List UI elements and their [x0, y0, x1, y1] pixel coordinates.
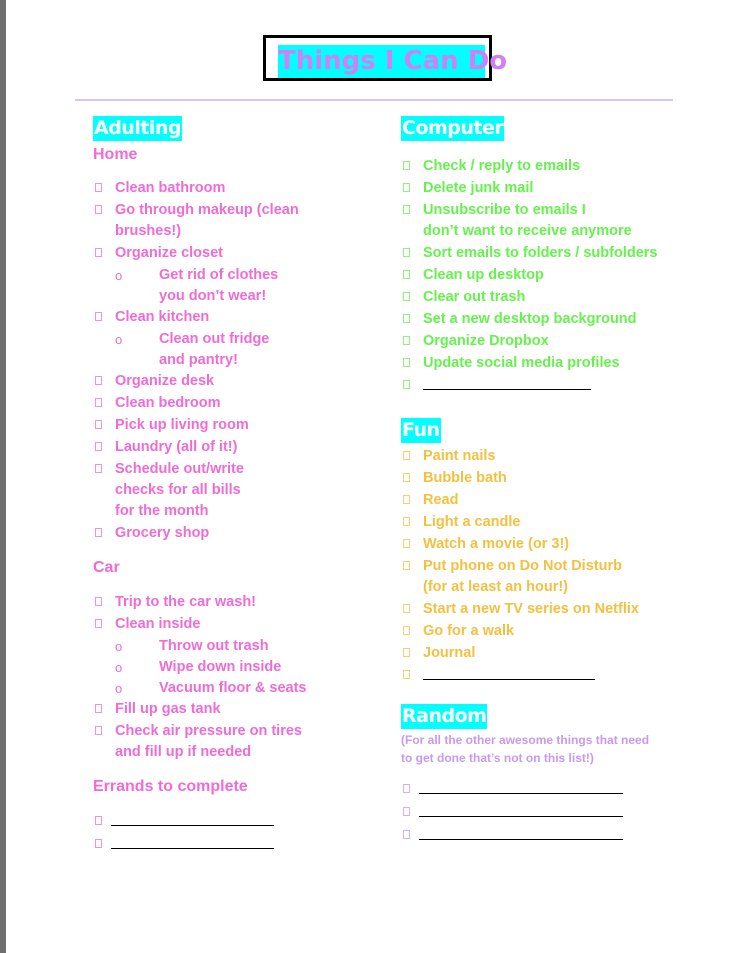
list-item[interactable]: Light a candle [401, 512, 741, 533]
checkbox-icon[interactable] [95, 464, 102, 473]
sub-list-item: o Throw out trash [115, 636, 393, 657]
checkbox-icon[interactable] [95, 376, 102, 385]
checkbox-icon[interactable] [403, 807, 410, 816]
checkbox-icon[interactable] [403, 380, 410, 389]
checkbox-icon[interactable] [95, 442, 102, 451]
list-item[interactable]: Clear out trash [401, 287, 741, 308]
blank-item[interactable] [401, 802, 741, 824]
checkbox-icon[interactable] [403, 205, 410, 214]
list-item[interactable]: Clean bedroom [93, 393, 393, 414]
blank-line[interactable] [419, 779, 623, 794]
checkbox-icon[interactable] [403, 495, 410, 504]
blank-line[interactable] [423, 665, 595, 680]
list-item[interactable]: Read [401, 490, 741, 511]
blank-item[interactable] [401, 375, 741, 397]
divider [75, 99, 673, 101]
list-item[interactable]: Watch a movie (or 3!) [401, 534, 741, 555]
checkbox-icon[interactable] [95, 597, 102, 606]
checkbox-icon[interactable] [403, 626, 410, 635]
list-item[interactable]: Fill up gas tank [93, 699, 393, 720]
sub-list-item: o Wipe down inside [115, 657, 393, 678]
random-list [401, 779, 741, 847]
checkbox-icon[interactable] [95, 726, 102, 735]
checkbox-icon[interactable] [403, 292, 410, 301]
checkbox-icon[interactable] [403, 270, 410, 279]
list-item[interactable]: Clean kitchen [93, 307, 393, 328]
list-item[interactable]: Clean inside [93, 614, 393, 635]
checkbox-icon[interactable] [403, 517, 410, 526]
list-item[interactable]: Go through makeup (clean brushes!) [93, 200, 393, 242]
list-item[interactable]: Set a new desktop background [401, 309, 741, 330]
checkbox-icon[interactable] [95, 839, 102, 848]
list-item[interactable]: Go for a walk [401, 621, 741, 642]
home-list [93, 178, 393, 544]
blank-item[interactable] [93, 834, 393, 856]
checkbox-icon[interactable] [403, 784, 410, 793]
checkbox-icon[interactable] [403, 604, 410, 613]
section-title-adulting: Adulting [94, 117, 182, 139]
circle-bullet-icon: o [115, 681, 123, 696]
checkbox-icon[interactable] [403, 451, 410, 460]
list-item[interactable]: Start a new TV series on Netflix [401, 599, 741, 620]
circle-bullet-icon: o [115, 639, 123, 654]
checkbox-icon[interactable] [403, 314, 410, 323]
list-item[interactable]: Sort emails to folders / subfolders [401, 243, 741, 264]
checkbox-icon[interactable] [95, 248, 102, 257]
blank-line[interactable] [111, 811, 274, 826]
blank-line[interactable] [423, 375, 591, 390]
checkbox-icon[interactable] [403, 670, 410, 679]
list-item[interactable]: Journal [401, 643, 741, 664]
random-note: (For all the other awesome things that need to get done that’s not on this list!) [401, 733, 650, 765]
sub-list-item: o Get rid of clothes you don’t wear! [115, 267, 279, 304]
checkbox-icon[interactable] [403, 830, 410, 839]
blank-line[interactable] [419, 825, 623, 840]
checkbox-icon[interactable] [95, 312, 102, 321]
fun-list [401, 446, 741, 687]
checkbox-icon[interactable] [95, 420, 102, 429]
checkbox-icon[interactable] [403, 539, 410, 548]
list-item[interactable]: Check / reply to emails [401, 156, 741, 177]
document-page [6, 0, 755, 953]
blank-line[interactable] [419, 802, 623, 817]
list-item[interactable]: Organize Dropbox [401, 331, 741, 352]
sub-list-item: o Clean out fridge and pantry! [115, 331, 270, 368]
checkbox-icon[interactable] [403, 161, 410, 170]
right-column [401, 116, 741, 848]
list-item[interactable]: Trip to the car wash! [93, 592, 393, 613]
list-item[interactable]: Organize closet [93, 243, 393, 264]
blank-item[interactable] [401, 779, 741, 801]
circle-bullet-icon: o [115, 332, 123, 347]
checkbox-icon[interactable] [403, 358, 410, 367]
blank-item[interactable] [93, 811, 393, 833]
list-item[interactable]: Bubble bath [401, 468, 741, 489]
checkbox-icon[interactable] [403, 473, 410, 482]
subheading-car: Car [93, 559, 120, 576]
section-title-fun: Fun [402, 419, 440, 441]
checkbox-icon[interactable] [403, 648, 410, 657]
circle-bullet-icon: o [115, 268, 123, 283]
list-item[interactable]: Clean bathroom [93, 178, 393, 199]
section-title-random: Random [402, 705, 487, 727]
page-title: Things I Can Do [278, 46, 508, 76]
list-item[interactable]: Delete junk mail [401, 178, 741, 199]
checkbox-icon[interactable] [403, 248, 410, 257]
checkbox-icon[interactable] [403, 336, 410, 345]
checkbox-icon[interactable] [95, 205, 102, 214]
section-title-computer: Computer [402, 117, 504, 139]
list-item[interactable]: Pick up living room [93, 415, 393, 436]
list-item[interactable]: Schedule out/write checks for all bills for the month [93, 459, 393, 522]
computer-list [401, 156, 741, 397]
list-item[interactable]: Update social media profiles [401, 353, 741, 374]
errands-list [93, 811, 393, 856]
checkbox-icon[interactable] [95, 816, 102, 825]
list-item[interactable]: Paint nails [401, 446, 741, 467]
checkbox-icon[interactable] [95, 619, 102, 628]
list-item[interactable]: Grocery shop [93, 523, 393, 544]
subheading-home: Home [93, 146, 138, 163]
checkbox-icon[interactable] [403, 183, 410, 192]
car-list [93, 592, 393, 763]
circle-bullet-icon: o [115, 660, 123, 675]
list-item[interactable]: Unsubscribe to emails I don’t want to receive anymore [401, 200, 741, 242]
list-item[interactable]: Clean up desktop [401, 265, 741, 286]
list-item[interactable]: Organize desk [93, 371, 393, 392]
sub-list-item: o Vacuum floor & seats [115, 678, 393, 699]
blank-item[interactable] [401, 825, 741, 847]
checkbox-icon[interactable] [95, 398, 102, 407]
list-item[interactable]: Check air pressure on tires and fill up if needed [93, 721, 393, 763]
title-box [263, 35, 508, 81]
blank-line[interactable] [111, 834, 274, 849]
list-item[interactable]: Put phone on Do Not Disturb (for at least an hour!) [401, 556, 741, 598]
subheading-errands: Errands to complete [93, 778, 248, 795]
checkbox-icon[interactable] [95, 704, 102, 713]
checkbox-icon[interactable] [403, 561, 410, 570]
left-column [93, 116, 393, 857]
checkbox-icon[interactable] [95, 183, 102, 192]
list-item[interactable]: Laundry (all of it!) [93, 437, 393, 458]
checkbox-icon[interactable] [95, 528, 102, 537]
blank-item[interactable] [401, 665, 741, 687]
